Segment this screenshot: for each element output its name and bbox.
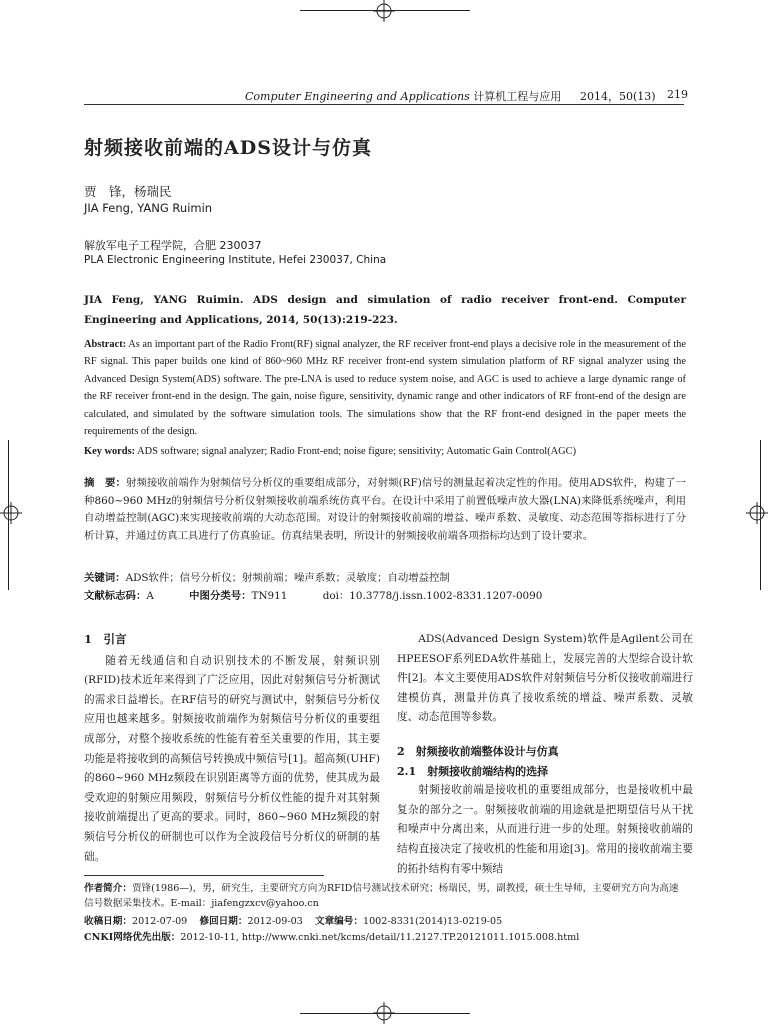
doc-code: A	[146, 590, 154, 602]
section-1-paragraph: 随着无线通信和自动识别技术的不断发展，射频识别(RFID)技术近年来得到了广泛应用，因此对射频信号分析测试的需求日益增长。在RF信号的研究与测试中，射频信号分析仪应用也越来越多。射频接收前端作为射频信号分析仪的重要组成部分，对整个接收系统的性能有着至关重要的作用，其主要功能是将接收到的高频信号转换成中频信号[1]。超高频(UHF)的860~960 MHz频段在识别距离等方面的优势，使其成为最受欢迎的射频应用频段，射频信号分析仪性能的提升对其射频接收前端提出了更高的要求。同时，860~960 MHz频段的射频信号分析仪的研制也可以作为全波段信号分析仪的研制的基础。	[84, 654, 380, 863]
keywords-cn-label: 关键词：	[84, 572, 126, 584]
abstract-cn-text: 射频接收前端作为射频信号分析仪的重要组成部分，对射频(RF)信号的测量起着决定性的作用。使用ADS软件，构建了一种860~960 MHz的射频信号分析仪射频接收前端系统仿真平台。在设计中采用了前置低噪声放大器(LNA)来降低系统噪声，利用自动增益控制(AGC)来实现接收前端的大动态范围。对设计的射频接收前端的增益、噪声系数、灵敏度、动态范围等指标进行了分析计算，并通过仿真工具进行了仿真验证。仿真结果表明，所设计的射频接收前端各项指标均达到了设计要求。	[84, 477, 686, 542]
authors-cn: 贾 锋，杨瑞民	[84, 184, 172, 199]
footnote-rule	[84, 875, 324, 876]
body-right-column	[397, 630, 693, 879]
keywords-en	[84, 443, 686, 460]
classification-line	[84, 587, 686, 602]
revised-date: 2012-09-03	[247, 916, 303, 927]
section-2-1-heading: 2.1 射频接收前端结构的选择	[397, 764, 549, 778]
cnki-label: CNKI网络优先出版：	[84, 932, 181, 943]
header-rule	[84, 104, 684, 105]
author-bio-label: 作者简介：	[84, 883, 132, 894]
issue-number: 2014，50(13)	[580, 90, 656, 103]
keywords-text: ADS software; signal analyzer; Radio Front-end; noise figure; sensitivity; Automatic Gain Control(AGC)	[137, 446, 577, 457]
journal-name	[245, 88, 561, 104]
section-2-heading: 2 射频接收前端整体设计与仿真	[397, 744, 559, 758]
abstract-text: As an important part of the Radio Front(RF) signal analyzer, the RF receiver front-end plays a decisive role in the measurement of the RF signal. This paper builds one kind of 860~960 MHz RF receiver front-end system simulation platform of RF signal analyzer using the Advanced Design System(ADS) software. The pre-LNA is used to reduce system noise, and AGC is used to achieve a large dynamic range of the RF receiver front-end in the design. The gain, noise figure, sensitivity, dynamic range and other indicators of RF front-end of the design are calculated, and simulated by the software simulation tools. The simulations show that the RF front-end designed in the paper meets the requirements of the design.	[84, 339, 686, 438]
abstract-cn	[84, 475, 686, 545]
author-bio	[84, 881, 688, 911]
received-label: 收稿日期：	[84, 916, 132, 927]
abstract-cn-label: 摘 要：	[84, 477, 126, 489]
paper-title: 射频接收前端的ADS设计与仿真	[84, 137, 372, 159]
received-date: 2012-07-09	[131, 916, 188, 927]
class-code: TN911	[251, 590, 288, 602]
author-bio-text: 贾锋(1986—)，男，研究生，主要研究方向为RFID信号测试技术研究；杨瑞民，男，副教授，硕士生导师，主要研究方向为高速信号数据采集技术。E-mail：jiafengzxcv@yahoo.cn	[84, 883, 679, 909]
registration-mark-icon	[746, 502, 768, 524]
class-code-label: 中图分类号：	[189, 590, 252, 602]
section-1-heading: 1 引言	[84, 632, 127, 646]
page-number: 219	[667, 88, 688, 101]
affiliation-cn: 解放军电子工程学院，合肥 230037	[84, 239, 262, 252]
journal-name-en: Computer Engineering and Applications	[245, 90, 470, 103]
ads-paragraph: ADS(Advanced Design System)软件是Agilent公司在HPEESOF系列EDA软件基础上，发展完善的大型综合设计软件[2]。本文主要使用ADS软件对射频信号分析仪接收前端进行建模仿真，测量并仿真了接收系统的增益、噪声系数、灵敏度、动态范围等参数。	[397, 633, 693, 724]
registration-mark-icon	[373, 0, 395, 22]
doi: doi：10.3778/j.issn.1002-8331.1207-0090	[322, 590, 543, 602]
keywords-cn-text: ADS软件；信号分析仪；射频前端；噪声系数；灵敏度；自动增益控制	[125, 572, 450, 584]
section-2-1-paragraph: 射频接收前端是接收机的重要组成部分，也是接收机中最复杂的部分之一。射频接收前端的用途就是把期望信号从干扰和噪声中分离出来，从而进行进一步的处理。射频接收前端的结构直接决定了接收机的性能和用途[3]。常用的接收前端主要的拓扑结构有零中频结	[397, 784, 693, 875]
article-no-label: 文章编号：	[315, 916, 363, 927]
article-no: 1002-8331(2014)13-0219-05	[362, 916, 503, 927]
keywords-cn	[84, 569, 686, 584]
journal-name-cn: 计算机工程与应用	[473, 90, 562, 103]
abstract-label: Abstract:	[84, 339, 127, 350]
dates-line	[84, 914, 688, 929]
registration-mark-icon	[373, 1002, 395, 1024]
body-left-column	[84, 630, 380, 867]
abstract-en	[84, 336, 686, 440]
revised-label: 修回日期：	[199, 916, 248, 927]
affiliation-en: PLA Electronic Engineering Institute, Hefei 230037, China	[84, 254, 387, 266]
citation: JIA Feng, YANG Ruimin. ADS design and simulation of radio receiver front-end. Computer Engineering and Applications, 2014, 50(13):219-223.	[84, 294, 686, 326]
doc-code-label: 文献标志码：	[84, 590, 147, 602]
authors-en: JIA Feng, YANG Ruimin	[84, 201, 213, 215]
keywords-label: Key words:	[84, 446, 136, 457]
cnki-link[interactable]: 2012-10-11, http://www.cnki.net/kcms/detail/11.2127.TP.20121011.1015.008.html	[180, 932, 580, 943]
cnki-line	[84, 930, 688, 945]
registration-mark-icon	[0, 502, 22, 524]
